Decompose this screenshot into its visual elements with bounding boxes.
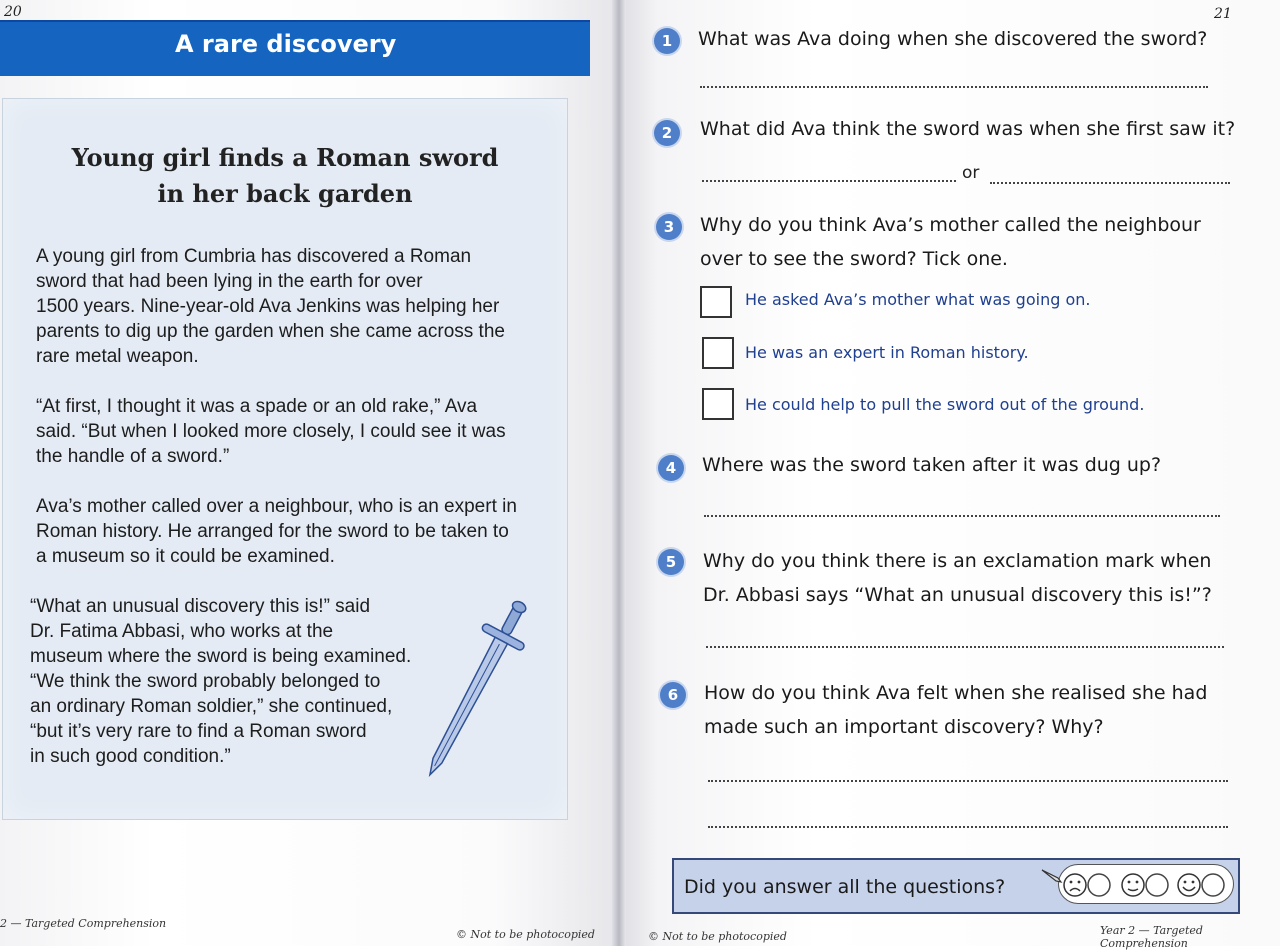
text-line: the handle of a sword.” xyxy=(36,446,230,467)
text-line: said. “But when I looked more closely, I could see it was xyxy=(36,421,506,442)
answer-line-6b[interactable] xyxy=(708,826,1228,828)
tick-box-option-2[interactable] xyxy=(702,337,734,369)
book-spine xyxy=(612,0,626,946)
footer-right-page-copyright: © Not to be photocopied xyxy=(648,930,787,943)
answer-line-6a[interactable] xyxy=(708,780,1228,782)
question-5-number: 5 xyxy=(658,549,684,575)
question-5-line-2: Dr. Abbasi says “What an unusual discovery this is!”? xyxy=(703,584,1212,606)
text-line: “but it’s very rare to find a Roman sword xyxy=(30,721,367,742)
text-line: A young girl from Cumbria has discovered a Roman xyxy=(36,246,472,267)
page-title: A rare discovery xyxy=(175,30,397,58)
question-6-line-2: made such an important discovery? Why? xyxy=(704,716,1104,738)
footer-left-page-series: 2 — Targeted Comprehension xyxy=(0,917,167,930)
answer-line-5[interactable] xyxy=(706,646,1224,648)
sword-illustration xyxy=(420,590,530,790)
question-6-line-1: How do you think Ava felt when she realised she had xyxy=(704,682,1208,704)
self-assessment-faces xyxy=(1058,864,1234,904)
footer-right-page-series: Year 2 — Targeted Comprehension xyxy=(1100,924,1203,950)
question-3-line-1: Why do you think Ava’s mother called the neighbour xyxy=(700,214,1201,236)
text-line: 1500 years. Nine-year-old Ava Jenkins was helping her xyxy=(36,296,500,317)
page-number-right: 21 xyxy=(1214,6,1232,22)
question-1-text: What was Ava doing when she discovered the sword? xyxy=(698,28,1208,50)
question-6-number: 6 xyxy=(660,682,686,708)
question-2-number: 2 xyxy=(654,120,680,146)
question-5-text xyxy=(703,544,1212,612)
answer-line-4[interactable] xyxy=(704,515,1220,517)
question-4-number: 4 xyxy=(658,455,684,481)
option-3-text: He could help to pull the sword out of the ground. xyxy=(745,395,1145,414)
text-line: an ordinary Roman soldier,” she continued, xyxy=(30,696,393,717)
self-check-prompt: Did you answer all the questions? xyxy=(684,876,1006,898)
tick-circle-icon[interactable] xyxy=(1146,874,1168,896)
headline-line-2: in her back garden xyxy=(157,179,413,208)
question-3-line-2: over to see the sword? Tick one. xyxy=(700,248,1008,270)
option-1-text: He asked Ava’s mother what was going on. xyxy=(745,290,1091,309)
text-line: rare metal weapon. xyxy=(36,346,199,367)
tick-circle-icon[interactable] xyxy=(1202,874,1224,896)
text-line: Ava’s mother called over a neighbour, who is an expert in xyxy=(36,496,517,517)
text-line: museum where the sword is being examined. xyxy=(30,646,412,667)
page-number-left: 20 xyxy=(4,4,22,20)
question-5-line-1: Why do you think there is an exclamation mark when xyxy=(703,550,1212,572)
faces-graphic xyxy=(1059,865,1235,905)
option-2-text: He was an expert in Roman history. xyxy=(745,343,1029,362)
question-1-number: 1 xyxy=(654,28,680,54)
article-paragraph-2 xyxy=(36,394,546,469)
tick-box-option-3[interactable] xyxy=(702,388,734,420)
question-3-number: 3 xyxy=(656,214,682,240)
article-paragraph-4 xyxy=(30,594,450,769)
sad-face-icon[interactable] xyxy=(1064,874,1086,896)
happy-face-icon[interactable] xyxy=(1178,874,1200,896)
article-paragraph-3 xyxy=(36,494,546,569)
text-line: “What an unusual discovery this is!” said xyxy=(30,596,371,617)
question-4-text: Where was the sword taken after it was dug up? xyxy=(702,454,1162,476)
question-2-text: What did Ava think the sword was when she first saw it? xyxy=(700,118,1236,140)
text-line: “We think the sword probably belonged to xyxy=(30,671,381,692)
text-line: a museum so it could be examined. xyxy=(36,546,335,567)
text-line: Dr. Fatima Abbasi, who works at the xyxy=(30,621,334,642)
text-line: parents to dig up the garden when she came across the xyxy=(36,321,505,342)
or-label: or xyxy=(962,163,980,183)
text-line: sword that had been lying in the earth for over xyxy=(36,271,423,292)
neutral-face-icon[interactable] xyxy=(1122,874,1144,896)
text-line: “At first, I thought it was a spade or an old rake,” Ava xyxy=(36,396,478,417)
headline-line-1: Young girl finds a Roman sword xyxy=(71,143,499,172)
text-line: in such good condition.” xyxy=(30,746,231,767)
answer-line-1[interactable] xyxy=(700,86,1208,88)
article-paragraph-1 xyxy=(36,244,546,369)
question-3-text xyxy=(700,208,1201,276)
article-headline xyxy=(40,140,530,212)
tick-box-option-1[interactable] xyxy=(700,286,732,318)
tick-circle-icon[interactable] xyxy=(1088,874,1110,896)
text-line: Roman history. He arranged for the sword to be taken to xyxy=(36,521,509,542)
answer-line-2b[interactable] xyxy=(990,182,1230,184)
pencil-icon xyxy=(1040,866,1064,884)
question-6-text xyxy=(704,676,1207,744)
footer-left-page-copyright: © Not to be photocopied xyxy=(456,928,595,941)
answer-line-2a[interactable] xyxy=(702,180,956,182)
